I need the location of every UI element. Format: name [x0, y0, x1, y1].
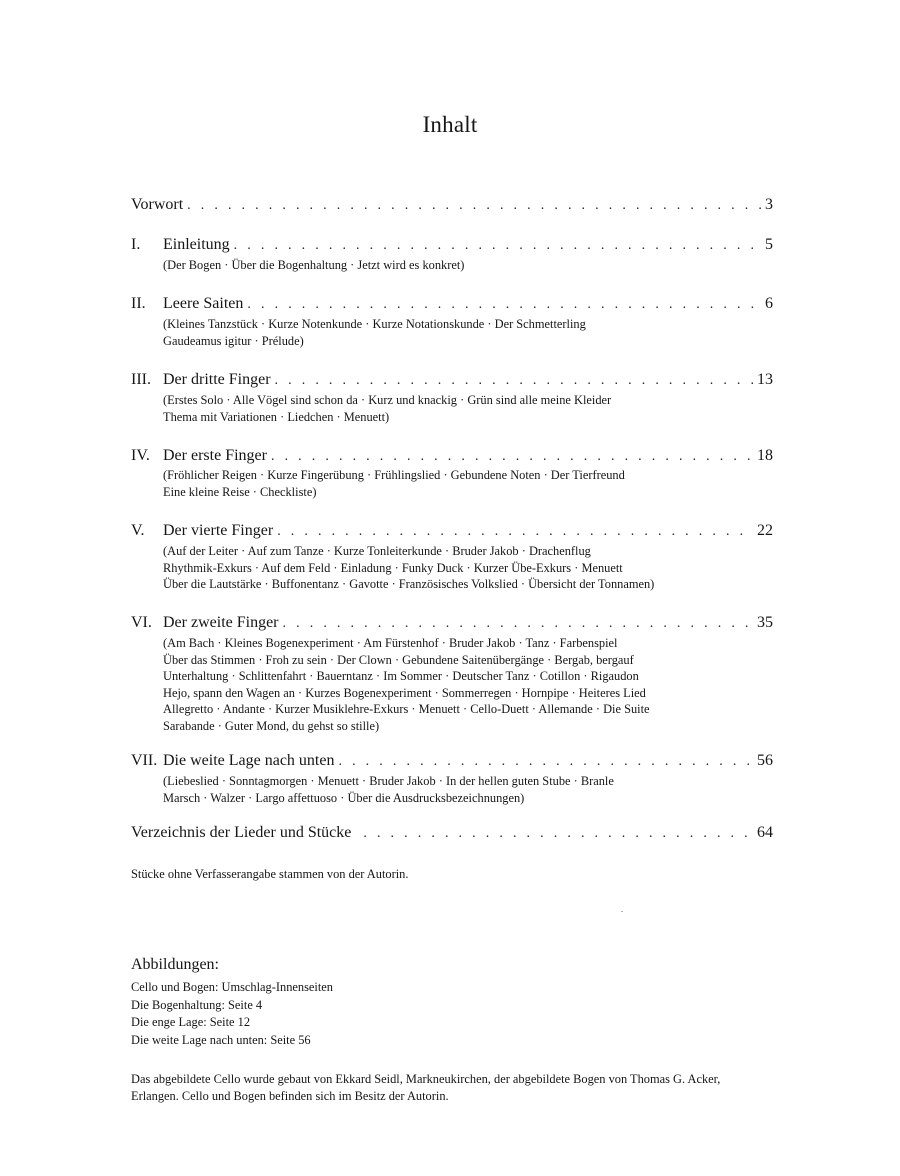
contents-line: (Am Bach · Kleines Bogenexperiment · Am Fürstenhof · Bruder Jakob · Tanz · Farbenspiel: [163, 636, 618, 650]
toc-page-number: 3: [765, 196, 773, 213]
illustration-item: Die enge Lage: Seite 12: [131, 1015, 251, 1029]
dot-leader: [275, 371, 753, 391]
chapter-contents: [163, 773, 614, 806]
dot-leader: [247, 295, 761, 315]
chapter-contents: [163, 316, 586, 349]
contents-line: Über die Lautstärke · Buffonentanz · Gavotte · Französisches Volkslied · Übersicht der Tonnamen): [163, 577, 655, 591]
illustration-item: Die weite Lage nach unten: Seite 56: [131, 1032, 311, 1047]
contents-line: Rhythmik-Exkurs · Auf dem Feld · Einladung · Funky Duck · Kurzer Übe-Exkurs · Menuett: [163, 560, 623, 575]
scan-speck: [621, 911, 623, 912]
contents-line: (Kleines Tanzstück · Kurze Notenkunde · Kurze Notationskunde · Der Schmetterling: [163, 317, 586, 331]
toc-page-number: 18: [757, 447, 773, 464]
chapter-contents: [163, 635, 650, 734]
toc-page-number: 13: [757, 371, 773, 388]
chapter-contents: [163, 467, 625, 500]
dot-leader: [187, 196, 761, 216]
chapter-number: II.: [131, 295, 146, 312]
page-title: Inhalt: [422, 112, 478, 137]
dot-leader: [283, 614, 753, 634]
contents-line: Marsch · Walzer · Largo affettuoso · Über die Ausdrucksbezeichnungen): [163, 790, 525, 805]
toc-entry-index: [131, 823, 773, 844]
credits-note: [131, 1071, 791, 1105]
chapter-title: Einleitung: [163, 236, 230, 253]
toc-chapter-5: [131, 521, 773, 542]
toc-page-number: 6: [765, 295, 773, 312]
dot-leader: [338, 752, 753, 772]
credits-line: Erlangen. Cello und Bogen befinden sich im Besitz der Autorin.: [131, 1089, 449, 1103]
chapter-title: Der zweite Finger: [163, 614, 279, 631]
toc-entry-preface: [131, 195, 773, 216]
contents-line: Thema mit Variationen · Liedchen · Menuett): [163, 409, 390, 424]
toc-chapter-1: [131, 235, 773, 256]
toc-page-number: 5: [765, 236, 773, 253]
contents-line: (Liebeslied · Sonntagmorgen · Menuett · Bruder Jakob · In der hellen guten Stube · Branle: [163, 774, 614, 788]
toc-chapter-2: [131, 294, 773, 315]
chapter-number: I.: [131, 236, 141, 253]
contents-line: Hejo, spann den Wagen an · Kurzes Bogenexperiment · Sommerregen · Hornpipe · Heiteres Lied: [163, 685, 646, 700]
chapter-title: Der dritte Finger: [163, 371, 271, 388]
chapter-number: IV.: [131, 447, 150, 464]
toc-entry-label: Verzeichnis der Lieder und Stücke: [131, 824, 352, 841]
contents-line: Sarabande · Guter Mond, du gehst so stille): [163, 718, 380, 733]
contents-line: Unterhaltung · Schlittenfahrt · Bauerntanz · Im Sommer · Deutscher Tanz · Cotillon · Rigaudon: [163, 669, 639, 683]
contents-line: Eine kleine Reise · Checkliste): [163, 484, 317, 499]
chapter-number: VII.: [131, 752, 158, 769]
contents-line: (Der Bogen · Über die Bogenhaltung · Jetzt wird es konkret): [163, 258, 465, 272]
contents-line: (Erstes Solo · Alle Vögel sind schon da · Kurz und knackig · Grün sind alle meine Kleider: [163, 393, 612, 407]
chapter-title: Der erste Finger: [163, 447, 267, 464]
chapter-contents: [163, 543, 654, 593]
dot-leader: [271, 447, 753, 467]
toc-page-number: 22: [757, 522, 773, 539]
toc-entry-label: Vorwort: [131, 196, 184, 213]
chapter-title: Der vierte Finger: [163, 522, 274, 539]
toc-chapter-3: [131, 370, 773, 391]
toc-chapter-7: [131, 751, 773, 772]
contents-line: Allegretto · Andante · Kurzer Musiklehre-Exkurs · Menuett · Cello-Duett · Allemande · Die Suite: [163, 702, 650, 716]
chapter-contents: [163, 392, 611, 425]
toc-page-number: 56: [757, 752, 773, 769]
contents-line: Über das Stimmen · Froh zu sein · Der Clown · Gebundene Saitenübergänge · Bergab, bergauf: [163, 652, 634, 667]
toc-page-number: 35: [757, 614, 773, 631]
dot-leader: [363, 824, 753, 844]
credits-line: Das abgebildete Cello wurde gebaut von Ekkard Seidl, Markneukirchen, der abgebildete Bogen von Thomas G. Acker,: [131, 1072, 721, 1086]
illustrations-list: [131, 979, 333, 1049]
toc-chapter-4: [131, 446, 773, 467]
dot-leader: [234, 236, 761, 256]
chapter-number: III.: [131, 371, 151, 388]
illustration-item: Die Bogenhaltung: Seite 4: [131, 997, 263, 1012]
chapter-title: Leere Saiten: [163, 295, 244, 312]
chapter-contents: [163, 257, 464, 274]
dot-leader: [277, 522, 753, 542]
illustrations-heading: Abbildungen:: [131, 956, 219, 973]
contents-line: (Fröhlicher Reigen · Kurze Fingerübung · Frühlingslied · Gebundene Noten · Der Tierfreund: [163, 468, 625, 482]
contents-line: Gaudeamus igitur · Prélude): [163, 333, 304, 348]
toc-chapter-6: [131, 613, 773, 634]
illustration-item: Cello und Bogen: Umschlag-Innenseiten: [131, 980, 333, 994]
chapter-number: V.: [131, 522, 145, 539]
contents-line: (Auf der Leiter · Auf zum Tanze · Kurze Tonleiterkunde · Bruder Jakob · Drachenflug: [163, 544, 591, 558]
authorship-note: Stücke ohne Verfasserangabe stammen von der Autorin.: [131, 867, 409, 881]
toc-page-number: 64: [757, 824, 773, 841]
chapter-title: Die weite Lage nach unten: [163, 752, 335, 769]
chapter-number: VI.: [131, 614, 152, 631]
